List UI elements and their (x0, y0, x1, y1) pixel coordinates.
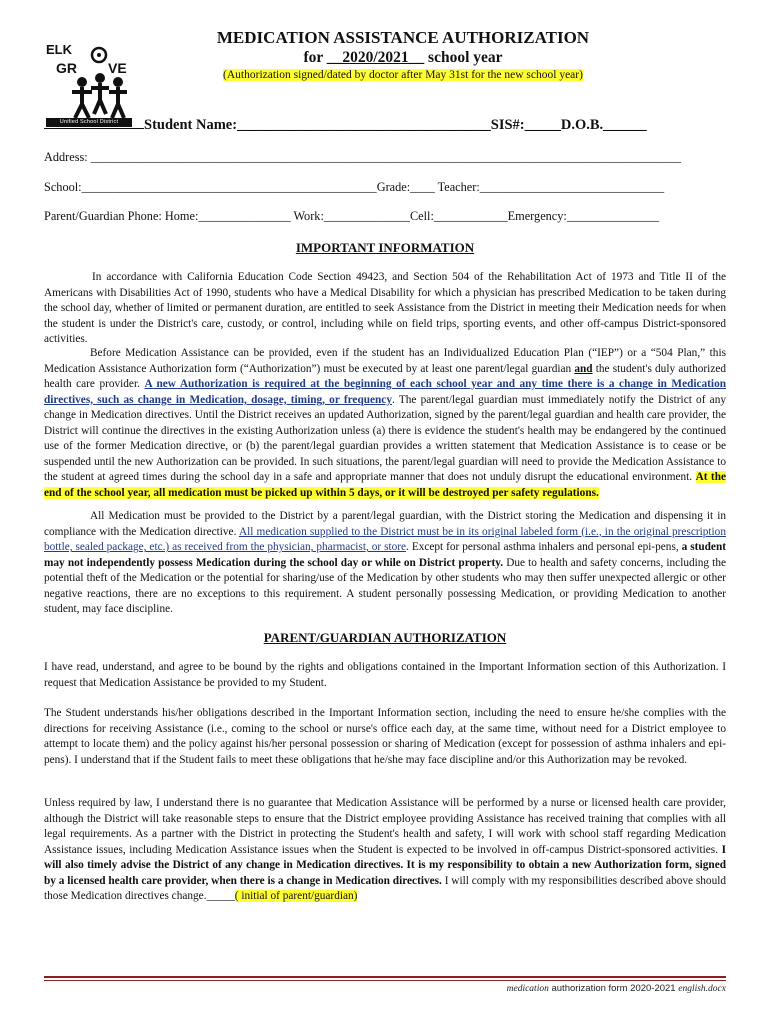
student-row-leading-line (44, 114, 144, 129)
important-p2-text-b: the student's duly authorized health care provider. (44, 362, 726, 391)
parent-authorization-heading: PARENT/GUARDIAN AUTHORIZATION (263, 630, 507, 645)
parent-p3-bold: I will also timely advise the District of any change in Medication directives. It is my responsibility to obtain a new Authorization form, signed by a licensed health care provider, when there is a change in Medication directives. (44, 843, 726, 887)
logo-text-elk: ELK (46, 42, 72, 57)
student-row (44, 114, 724, 134)
logo-text-ve: VE (108, 60, 127, 76)
end-of-year-pickup-notice: At the end of the school year, all medication must be picked up within 5 days, or it will be destroyed per safety regulations. (44, 471, 726, 499)
important-p2-text-a: Before Medication Assistance can be provided, even if the student has an Individualized Education Plan (“IEP”) or a “504 Plan,” this Medication Assistance Authorization form (“Authorization”) must be executed by at least one parent/legal guardian (44, 347, 726, 375)
new-authorization-notice: A new Authorization is required at the beginning of each school year and any time there is a change in Medication directives, such as change in Medication, dosage, timing, or frequency (44, 378, 726, 406)
student-name-field[interactable]: Student Name:___________________________________SIS#:____ (144, 117, 554, 133)
parent-initial-field[interactable]: _____ (206, 890, 235, 903)
important-p1-text: In accordance with California Education Code Section 49423, and Section 504 of the Rehabilitation Act of 1973 and Title II of the Americans with Disabilities Act of 1990, students who have a Medical Disability for which a physician has prescribed Medication to be taken during the school day, whether of limited or permanent duration, are entitled to seek Assistance from the District in meeting their Medication needs for when the student is under the District's care, custody, or control, including while on field trips, sporting events, and other off-campus District-sponsored activities. (44, 271, 726, 346)
important-p3-text-b: . Except for personal asthma inhalers and personal epi-pens, (406, 541, 682, 554)
subtitle-prefix: for (303, 49, 327, 66)
authorization-note-text: (Authorization signed/dated by doctor after May 31st for the new school year) (223, 69, 583, 81)
form-title: MEDICATION ASSISTANCE AUTHORIZATION (216, 28, 590, 47)
important-p2-text-c: . The parent/legal guardian must immediately notify the District of any change in Medication directives. Until the District receives an updated Authorization, signed by the parent/legal guardian and health care provider, the District will continue the directives in the existing Authorization unless (a) there is evidence the student's health may be endangered by the continued use of the former Medication directive, or (b) the parent/legal guardian provides a written statement that Medication Assistance is to cease or be suspended until the new Authorization can be provided. In such situations, the parent/legal guardian will need to provide the Medication Assistance to the student at agreed times during the school day in a safe and appropriate manner that does not unduly disrupt the educational environment. (44, 393, 726, 484)
footer-filename (507, 983, 726, 994)
phone-field[interactable]: Parent/Guardian Phone: Home:_______________ Work:______________Cell:____________Emergency:_______________ (44, 209, 660, 223)
parent-p3-text-b: I will comply with my responsibilities described above should those Medication directives change. (44, 874, 727, 903)
dob-field[interactable]: _D.O.B.______ (553, 117, 647, 133)
parent-paragraph-2: The Student understands his/her obligations described in the Important Information section, including the need to ensure he/she complies with the directions for receiving Assistance (i.e., coming to the school or nurse's office each day, at the same time, without need for a District employee to attempt to locate them) and the policy against his/her personal possession or sharing of Medication (except for possession of asthma inhalers and epi-pens). I understand that if the Student fails to meet these obligations that he/she may face discipline and/or this Authorization may be revoked. (44, 707, 726, 766)
important-paragraph-3 (44, 509, 726, 618)
possession-policy-notice: a student may not independently possess Medication during the school day or while on District property. (44, 541, 726, 569)
logo-text-gr: GR (56, 60, 77, 76)
authorization-note (18, 69, 770, 81)
parent-paragraph-3 (44, 796, 726, 905)
parent-p3-text-a: Unless required by law, I understand there is no guarantee that Medication Assistance will be performed by a nurse or licensed health care provider, although the District will take reasonable steps to ensure that the District employee providing Assistance has received training that complies with all legal requirements. As a partner with the District in protecting the Student's health and safety, I will work with school staff regarding Medication Assistance issues, including Medication Assistance issues when the Student is expected to be involved in off-campus District-sponsored activities. (44, 797, 726, 856)
important-p2-and: and (574, 362, 593, 375)
footer-rule-thin (44, 980, 726, 981)
footer-text-c: english.docx (678, 984, 726, 994)
important-p3-text-a: All Medication must be provided to the District by a parent/legal guardian, with the District storing the Medication and dispensing it in compliance with the Medication directive. (44, 510, 726, 538)
form-subtitle (18, 49, 770, 67)
important-p3-text-c: Due to health and safety concerns, including the potential theft of the Medication or the potential for sharing/use of the Medication by other students who may then suffer unexpected allergic or other negative reactions, there are no exceptions to this requirement. A student personally possessing Medication, or providing Medication to another student, may face discipline. (44, 556, 726, 616)
logo-banner: Unified School District (46, 118, 132, 127)
important-paragraph-1 (44, 270, 726, 348)
important-paragraph-2 (44, 346, 726, 501)
address-field[interactable]: Address: ________________________________________________________________________________________________ (44, 150, 682, 164)
parent-initial-label: ( initial of parent/guardian) (234, 890, 358, 903)
footer-rule (44, 976, 726, 978)
school-year-field: __2020/2021__ (326, 49, 425, 66)
subtitle-suffix: school year (428, 49, 503, 66)
school-field[interactable]: School:________________________________________________Grade:____ Teacher:______________________________ (44, 180, 665, 194)
important-info-heading: IMPORTANT INFORMATION (295, 240, 475, 255)
footer-text-b: authorization form 2020-2021 (548, 983, 679, 994)
parent-paragraph-1: I have read, understand, and agree to be bound by the rights and obligations contained in the Important Information section of this Authorization. I request that Medication Assistance be provided to my Student. (44, 661, 726, 689)
footer-text-a: medication (506, 984, 549, 994)
original-labeled-form-notice: All medication supplied to the District must be in its original labeled form (i.e., in the original prescription bottle, sealed package, etc.) as received from the physician, pharmacist, or store (44, 525, 726, 554)
